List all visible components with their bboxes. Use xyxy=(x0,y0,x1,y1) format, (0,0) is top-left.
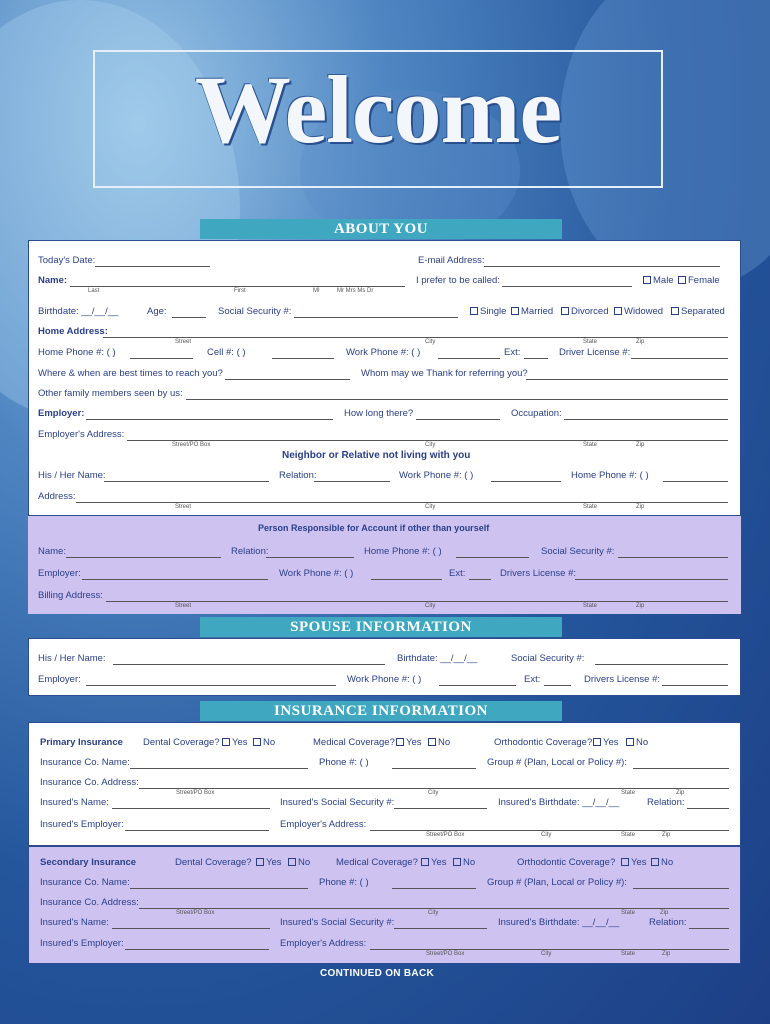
secondary-insured-employer-label: Insured's Employer: xyxy=(40,938,124,949)
yes-label: Yes xyxy=(603,737,619,748)
secondary-co-name-field[interactable] xyxy=(130,888,308,889)
employer-address-label: Employer's Address: xyxy=(38,429,125,440)
spouse-panel xyxy=(28,638,741,696)
spouse-work-phone-field[interactable] xyxy=(439,685,516,686)
spouse-ssn-label: Social Security #: xyxy=(511,653,585,664)
sub-label-street: Street xyxy=(175,339,192,345)
male-label: Male xyxy=(653,275,674,286)
sub-label-street-po: Street/PO Box xyxy=(172,442,211,448)
sub-label-first: First xyxy=(234,288,246,294)
best-times-label: Where & when are best times to reach you? xyxy=(38,368,223,379)
checkbox-icon xyxy=(222,738,230,746)
sub-label-state: State xyxy=(583,339,598,345)
secondary-relation-label: Relation: xyxy=(649,917,687,928)
primary-insured-ssn-label: Insured's Social Security #: xyxy=(280,797,395,808)
sub-label-city: City xyxy=(428,910,439,916)
primary-relation-label: Relation: xyxy=(647,797,685,808)
separated-label: Separated xyxy=(681,306,725,317)
primary-employer-address-field[interactable] xyxy=(370,830,729,831)
secondary-employer-address-label: Employer's Address: xyxy=(280,938,367,949)
secondary-insurance-title: Secondary Insurance xyxy=(40,857,137,868)
checkbox-icon xyxy=(470,307,478,315)
responsible-home-phone-label: Home Phone #: ( ) xyxy=(364,546,442,557)
checkbox-icon xyxy=(288,858,296,866)
checkbox-icon xyxy=(614,307,622,315)
home-address-label: Home Address: xyxy=(38,326,108,337)
primary-relation-field[interactable] xyxy=(687,808,729,809)
no-label: No xyxy=(298,857,311,868)
checkbox-icon xyxy=(643,276,651,284)
checkbox-icon xyxy=(621,858,629,866)
spouse-ext-field[interactable] xyxy=(544,685,571,686)
name-field[interactable] xyxy=(70,286,405,287)
referral-label: Whom may we Thank for referring you? xyxy=(361,368,528,379)
no-label: No xyxy=(438,737,451,748)
sub-label-last: Last xyxy=(88,288,100,294)
primary-medical-no[interactable] xyxy=(428,737,450,748)
sub-label-zip: Zip xyxy=(636,603,645,609)
primary-co-address-field[interactable] xyxy=(139,788,729,789)
primary-insured-name-label: Insured's Name: xyxy=(40,797,109,808)
primary-insured-employer-field[interactable] xyxy=(125,830,269,831)
widowed-option[interactable] xyxy=(614,306,663,317)
secondary-relation-field[interactable] xyxy=(689,928,729,929)
driver-license-field[interactable] xyxy=(631,358,728,359)
primary-ortho-no[interactable] xyxy=(626,737,648,748)
responsible-dl-field[interactable] xyxy=(575,579,728,580)
age-field[interactable] xyxy=(172,317,206,318)
checkbox-icon xyxy=(256,858,264,866)
secondary-ortho-label: Orthodontic Coverage? xyxy=(517,857,616,868)
sub-label-state: State xyxy=(621,910,636,916)
responsible-name-field[interactable] xyxy=(66,557,221,558)
sub-label-city: City xyxy=(541,832,552,838)
primary-insured-ssn-field[interactable] xyxy=(394,808,487,809)
occupation-field[interactable] xyxy=(564,419,728,420)
sub-label-zip: Zip xyxy=(662,832,671,838)
sub-label-zip: Zip xyxy=(676,790,685,796)
todays-date-field[interactable] xyxy=(95,266,210,267)
email-label: E-mail Address: xyxy=(418,255,485,266)
referral-field[interactable] xyxy=(526,379,728,380)
divorced-label: Divorced xyxy=(571,306,609,317)
responsible-dl-label: Drivers License #: xyxy=(500,568,577,579)
billing-address-label: Billing Address: xyxy=(38,590,103,601)
about-you-banner: ABOUT YOU xyxy=(200,219,562,239)
spouse-birthdate-label: Birthdate: __/__/__ xyxy=(397,653,478,664)
secondary-group-label: Group # (Plan, Local or Policy #): xyxy=(487,877,627,888)
sub-label-state: State xyxy=(583,504,598,510)
checkbox-icon xyxy=(593,738,601,746)
checkbox-icon xyxy=(671,307,679,315)
responsible-employer-label: Employer: xyxy=(38,568,81,579)
primary-phone-label: Phone #: ( ) xyxy=(319,757,369,768)
checkbox-icon xyxy=(561,307,569,315)
checkbox-icon xyxy=(651,858,659,866)
best-times-field[interactable] xyxy=(225,379,350,380)
employer-label: Employer: xyxy=(38,408,85,419)
todays-date-label: Today's Date: xyxy=(38,255,96,266)
secondary-insured-ssn-field[interactable] xyxy=(394,928,487,929)
employer-field[interactable] xyxy=(86,419,333,420)
responsible-relation-label: Relation: xyxy=(231,546,269,557)
spouse-dl-field[interactable] xyxy=(662,685,728,686)
sub-label-street: Street xyxy=(175,603,192,609)
primary-insured-birthdate-label: Insured's Birthdate: __/__/__ xyxy=(498,797,620,808)
spouse-dl-label: Drivers License #: xyxy=(584,674,661,685)
neighbor-name-label: His / Her Name: xyxy=(38,470,106,481)
checkbox-icon xyxy=(453,858,461,866)
yes-label: Yes xyxy=(266,857,282,868)
secondary-ortho-no[interactable] xyxy=(651,857,673,868)
divorced-option[interactable] xyxy=(561,306,609,317)
billing-address-field[interactable] xyxy=(106,601,728,602)
sub-label-zip: Zip xyxy=(660,910,669,916)
neighbor-address-field[interactable] xyxy=(76,502,728,503)
secondary-insured-name-field[interactable] xyxy=(112,928,270,929)
neighbor-relation-label: Relation: xyxy=(279,470,317,481)
sub-label-city: City xyxy=(428,790,439,796)
age-label: Age: xyxy=(147,306,167,317)
ssn-label: Social Security #: xyxy=(218,306,292,317)
primary-group-field[interactable] xyxy=(633,768,729,769)
occupation-label: Occupation: xyxy=(511,408,562,419)
sub-label-zip: Zip xyxy=(636,339,645,345)
yes-label: Yes xyxy=(232,737,248,748)
sub-label-mi: MI xyxy=(313,288,320,294)
married-option[interactable] xyxy=(511,306,553,317)
email-field[interactable] xyxy=(484,266,720,267)
sub-label-city: City xyxy=(425,504,436,510)
continued-on-back-note: CONTINUED ON BACK xyxy=(320,968,434,979)
primary-phone-field[interactable] xyxy=(392,768,476,769)
spouse-ssn-field[interactable] xyxy=(595,664,728,665)
work-phone-field[interactable] xyxy=(438,358,500,359)
primary-dental-yes[interactable] xyxy=(222,737,248,748)
secondary-dental-label: Dental Coverage? xyxy=(175,857,252,868)
home-phone-field[interactable] xyxy=(130,358,193,359)
welcome-frame xyxy=(93,50,663,188)
sub-label-street-po: Street/PO Box xyxy=(176,790,215,796)
how-long-label: How long there? xyxy=(344,408,414,419)
sub-label-state: State xyxy=(583,442,598,448)
responsible-work-phone-field[interactable] xyxy=(371,579,442,580)
spouse-name-field[interactable] xyxy=(113,664,385,665)
birthdate-label: Birthdate: __/__/__ xyxy=(38,306,119,317)
secondary-insured-name-label: Insured's Name: xyxy=(40,917,109,928)
responsible-work-phone-label: Work Phone #: ( ) xyxy=(279,568,354,579)
secondary-co-address-label: Insurance Co. Address: xyxy=(40,897,139,908)
female-option[interactable] xyxy=(678,275,720,286)
checkbox-icon xyxy=(396,738,404,746)
responsible-ext-label: Ext: xyxy=(449,568,466,579)
spouse-name-label: His / Her Name: xyxy=(38,653,106,664)
primary-medical-yes[interactable] xyxy=(396,737,422,748)
neighbor-section-title: Neighbor or Relative not living with you xyxy=(282,450,471,461)
sub-label-street: Street xyxy=(175,504,192,510)
ext-label: Ext: xyxy=(504,347,521,358)
neighbor-work-phone-label: Work Phone #: ( ) xyxy=(399,470,474,481)
married-label: Married xyxy=(521,306,554,317)
checkbox-icon xyxy=(511,307,519,315)
yes-label: Yes xyxy=(631,857,647,868)
primary-group-label: Group # (Plan, Local or Policy #): xyxy=(487,757,627,768)
no-label: No xyxy=(636,737,649,748)
sub-label-city: City xyxy=(425,442,436,448)
how-long-field[interactable] xyxy=(416,419,500,420)
checkbox-icon xyxy=(428,738,436,746)
ssn-field[interactable] xyxy=(294,317,458,318)
home-phone-label: Home Phone #: ( ) xyxy=(38,347,116,358)
sub-label-street-po: Street/PO Box xyxy=(426,951,465,957)
primary-ortho-label: Orthodontic Coverage? xyxy=(494,737,593,748)
checkbox-icon xyxy=(421,858,429,866)
no-label: No xyxy=(661,857,674,868)
checkbox-icon xyxy=(678,276,686,284)
welcome-title: Welcome xyxy=(194,56,562,163)
sub-label-state: State xyxy=(621,951,636,957)
employer-address-field[interactable] xyxy=(127,440,728,441)
secondary-employer-address-field[interactable] xyxy=(370,949,729,950)
sub-label-state: State xyxy=(621,832,636,838)
checkbox-icon xyxy=(626,738,634,746)
cell-label: Cell #: ( ) xyxy=(207,347,246,358)
spouse-employer-field[interactable] xyxy=(86,685,336,686)
neighbor-relation-field[interactable] xyxy=(314,481,390,482)
secondary-insured-ssn-label: Insured's Social Security #: xyxy=(280,917,395,928)
secondary-co-address-field[interactable] xyxy=(139,908,729,909)
work-phone-label: Work Phone #: ( ) xyxy=(346,347,421,358)
responsible-name-label: Name: xyxy=(38,546,66,557)
secondary-medical-label: Medical Coverage? xyxy=(336,857,418,868)
responsible-section-title: Person Responsible for Account if other than yourself xyxy=(258,523,490,533)
sub-label-zip: Zip xyxy=(636,504,645,510)
sub-label-city: City xyxy=(425,603,436,609)
neighbor-name-field[interactable] xyxy=(104,481,269,482)
primary-ortho-yes[interactable] xyxy=(593,737,619,748)
secondary-dental-no[interactable] xyxy=(288,857,310,868)
yes-label: Yes xyxy=(406,737,422,748)
secondary-phone-field[interactable] xyxy=(392,888,476,889)
neighbor-address-label: Address: xyxy=(38,491,76,502)
sub-label-state: State xyxy=(583,603,598,609)
female-label: Female xyxy=(688,275,720,286)
sub-label-city: City xyxy=(425,339,436,345)
no-label: No xyxy=(263,737,276,748)
sub-label-street-po: Street/PO Box xyxy=(426,832,465,838)
primary-insured-employer-label: Insured's Employer: xyxy=(40,819,124,830)
secondary-co-name-label: Insurance Co. Name: xyxy=(40,877,130,888)
sub-label-state: State xyxy=(621,790,636,796)
sub-label-titles: Mr Mrs Ms Dr xyxy=(337,288,374,294)
responsible-relation-field[interactable] xyxy=(266,557,354,558)
responsible-ssn-label: Social Security #: xyxy=(541,546,615,557)
yes-label: Yes xyxy=(431,857,447,868)
male-option[interactable] xyxy=(643,275,674,286)
spouse-banner: SPOUSE INFORMATION xyxy=(200,617,562,637)
primary-dental-label: Dental Coverage? xyxy=(143,737,220,748)
responsible-ssn-field[interactable] xyxy=(618,557,728,558)
responsible-employer-field[interactable] xyxy=(82,579,268,580)
primary-insured-name-field[interactable] xyxy=(112,808,270,809)
sub-label-city: City xyxy=(541,951,552,957)
sub-label-zip: Zip xyxy=(662,951,671,957)
secondary-phone-label: Phone #: ( ) xyxy=(319,877,369,888)
cell-field[interactable] xyxy=(272,358,334,359)
secondary-group-field[interactable] xyxy=(633,888,729,889)
ext-field[interactable] xyxy=(524,358,548,359)
sub-label-street-po: Street/PO Box xyxy=(176,910,215,916)
secondary-ortho-yes[interactable] xyxy=(621,857,647,868)
single-label: Single xyxy=(480,306,507,317)
primary-co-address-label: Insurance Co. Address: xyxy=(40,777,139,788)
secondary-insured-employer-field[interactable] xyxy=(125,949,269,950)
secondary-medical-yes[interactable] xyxy=(421,857,447,868)
prefer-label: I prefer to be called: xyxy=(416,275,500,286)
checkbox-icon xyxy=(253,738,261,746)
responsible-home-phone-field[interactable] xyxy=(456,557,529,558)
primary-insurance-title: Primary Insurance xyxy=(40,737,123,748)
separated-option[interactable] xyxy=(671,306,725,317)
other-family-label: Other family members seen by us: xyxy=(38,388,183,399)
primary-medical-label: Medical Coverage? xyxy=(313,737,395,748)
responsible-ext-field[interactable] xyxy=(469,579,491,580)
primary-employer-address-label: Employer's Address: xyxy=(280,819,367,830)
other-family-field[interactable] xyxy=(186,399,728,400)
single-option[interactable] xyxy=(470,306,506,317)
home-address-field[interactable] xyxy=(103,337,728,338)
primary-co-name-label: Insurance Co. Name: xyxy=(40,757,130,768)
prefer-field[interactable] xyxy=(502,286,632,287)
primary-co-name-field[interactable] xyxy=(130,768,308,769)
secondary-dental-yes[interactable] xyxy=(256,857,282,868)
name-label: Name: xyxy=(38,275,68,286)
neighbor-home-phone-field[interactable] xyxy=(663,481,728,482)
spouse-ext-label: Ext: xyxy=(524,674,541,685)
sub-label-zip: Zip xyxy=(636,442,645,448)
neighbor-home-phone-label: Home Phone #: ( ) xyxy=(571,470,649,481)
driver-license-label: Driver License #: xyxy=(559,347,631,358)
secondary-insured-birthdate-label: Insured's Birthdate: __/__/__ xyxy=(498,917,620,928)
no-label: No xyxy=(463,857,476,868)
widowed-label: Widowed xyxy=(624,306,664,317)
spouse-work-phone-label: Work Phone #: ( ) xyxy=(347,674,422,685)
primary-dental-no[interactable] xyxy=(253,737,275,748)
insurance-banner: INSURANCE INFORMATION xyxy=(200,701,562,721)
spouse-employer-label: Employer: xyxy=(38,674,81,685)
neighbor-work-phone-field[interactable] xyxy=(491,481,561,482)
secondary-medical-no[interactable] xyxy=(453,857,475,868)
